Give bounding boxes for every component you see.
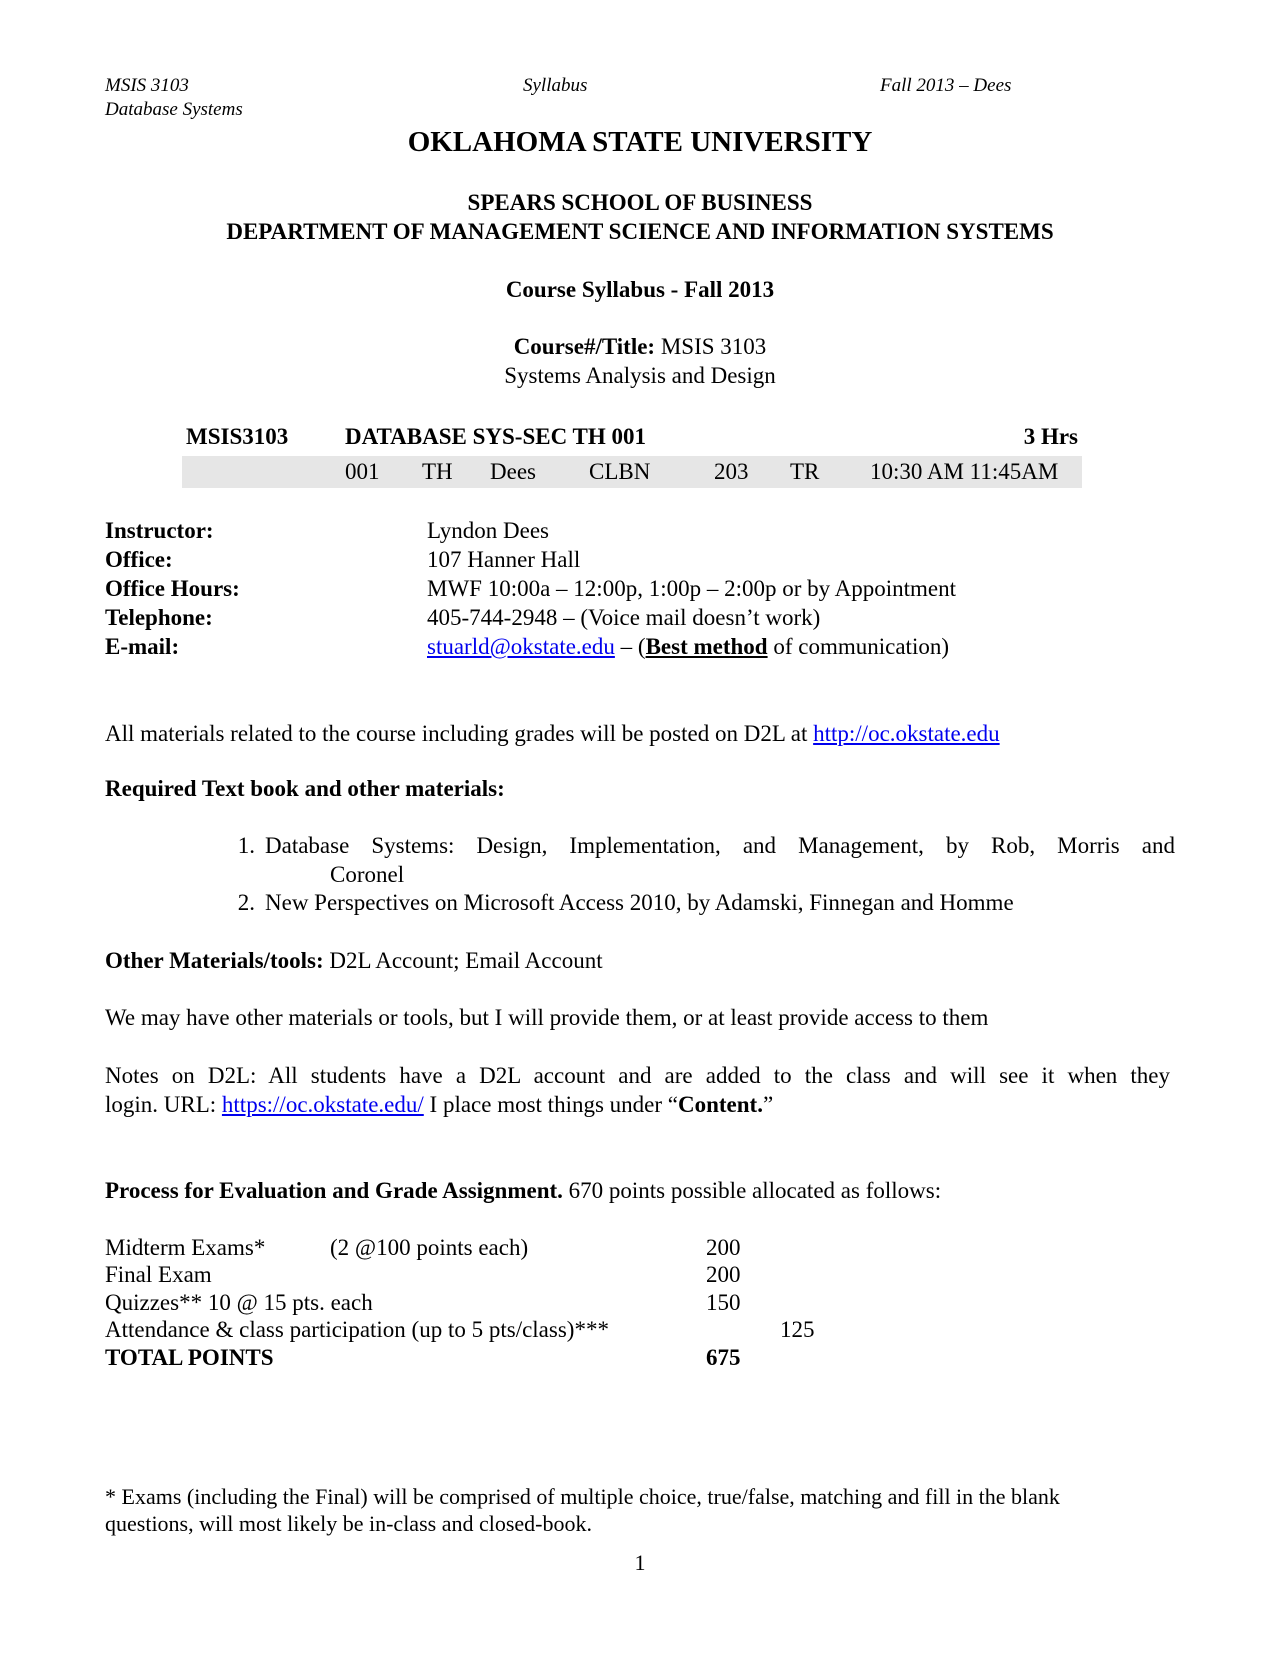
header-subtitle: Database Systems <box>105 99 243 120</box>
info-value-office-hours: MWF 10:00a – 12:00p, 1:00p – 2:00p or by Appointment <box>427 576 956 601</box>
info-value-telephone: 405-744-2948 – (Voice mail doesn’t work) <box>427 605 821 630</box>
department-title: DEPARTMENT OF MANAGEMENT SCIENCE AND INFORMATION SYSTEMS <box>226 219 1054 244</box>
section-number: 001 <box>345 459 380 484</box>
page-number: 1 <box>634 1550 646 1575</box>
other-note: We may have other materials or tools, but I will provide them, or at least provide access to them <box>105 1005 989 1030</box>
section-type: TH <box>422 459 453 484</box>
course-title-label: Course#/Title: <box>513 334 656 359</box>
header-center: Syllabus <box>523 75 588 96</box>
footnote-line1: * Exams (including the Final) will be comprised of multiple choice, true/false, matching and fill in the blank <box>105 1484 1060 1509</box>
email-tail: of communication) <box>767 634 949 659</box>
book-1-line1: Database Systems: Design, Implementation, and Management, by Rob, Morris and <box>265 833 1175 858</box>
d2l-notes-end: ” <box>762 1092 774 1117</box>
school-title: SPEARS SCHOOL OF BUSINESS <box>467 190 813 215</box>
d2l-notes-line2 <box>105 1092 773 1118</box>
other-materials-label: Other Materials/tools: <box>105 948 324 973</box>
section-row <box>182 456 1082 488</box>
grade-points-final: 200 <box>706 1262 741 1287</box>
required-heading: Required Text book and other materials: <box>105 776 505 801</box>
evaluation-line <box>105 1178 941 1204</box>
email-best-method: Best method <box>645 634 768 659</box>
university-title: OKLAHOMA STATE UNIVERSITY <box>407 126 873 158</box>
header-right: Fall 2013 – Dees <box>880 75 1012 96</box>
d2l-link[interactable]: http://oc.okstate.edu <box>813 721 1000 746</box>
d2l-notes-content: Content. <box>678 1092 763 1117</box>
section-instructor: Dees <box>490 459 536 484</box>
section-room: 203 <box>714 459 749 484</box>
grade-points-attendance: 125 <box>780 1317 815 1342</box>
materials-note-text: All materials related to the course including grades will be posted on D2L at <box>105 721 814 746</box>
info-label-instructor: Instructor: <box>105 518 214 543</box>
info-label-email: E-mail: <box>105 634 180 659</box>
grade-points-midterm: 200 <box>706 1235 741 1260</box>
total-label: TOTAL POINTS <box>105 1345 274 1370</box>
info-value-email <box>427 634 949 660</box>
course-title-line <box>0 333 1280 361</box>
section-time: 10:30 AM 11:45AM <box>870 459 1059 484</box>
info-label-office: Office: <box>105 547 173 572</box>
other-materials <box>105 948 603 974</box>
section-hours: 3 Hrs <box>1023 424 1078 449</box>
info-label-telephone: Telephone: <box>105 605 213 630</box>
email-mid: – ( <box>614 634 646 659</box>
syllabus-title: Course Syllabus - Fall 2013 <box>505 277 775 302</box>
course-number: MSIS 3103 <box>660 334 767 359</box>
materials-note <box>105 721 1000 747</box>
grade-detail-midterm: (2 @100 points each) <box>330 1235 529 1260</box>
d2l-notes-mid: I place most things under “ <box>423 1092 678 1117</box>
section-code: MSIS3103 <box>186 424 289 449</box>
book-2: New Perspectives on Microsoft Access 2010, by Adamski, Finnegan and Homme <box>265 890 1014 915</box>
info-value-office: 107 Hanner Hall <box>427 547 581 572</box>
evaluation-text: 670 points possible allocated as follows: <box>562 1178 942 1203</box>
other-materials-value: D2L Account; Email Account <box>323 948 603 973</box>
info-label-office-hours: Office Hours: <box>105 576 240 601</box>
grade-item-quizzes: Quizzes** 10 @ 15 pts. each <box>105 1290 373 1315</box>
header-course: MSIS 3103 <box>105 75 189 96</box>
info-value-instructor: Lyndon Dees <box>427 518 550 543</box>
grade-item-midterm: Midterm Exams* <box>105 1235 266 1260</box>
book-1-line2: Coronel <box>330 862 405 887</box>
d2l-notes-line1: Notes on D2L: All students have a D2L account and are added to the class and will see it when they <box>105 1063 1170 1088</box>
section-title: DATABASE SYS-SEC TH 001 <box>345 424 646 449</box>
email-link[interactable]: stuarld@okstate.edu <box>427 634 615 659</box>
footnote-line2: questions, will most likely be in-class and closed-book. <box>105 1511 592 1536</box>
grade-item-attendance: Attendance & class participation (up to 5 pts/class)*** <box>105 1317 609 1342</box>
total-points: 675 <box>706 1345 741 1370</box>
grade-points-quizzes: 150 <box>706 1290 741 1315</box>
evaluation-heading: Process for Evaluation and Grade Assignment. <box>105 1178 563 1203</box>
section-days: TR <box>790 459 820 484</box>
book-number-2: 2. <box>237 890 255 915</box>
course-name: Systems Analysis and Design <box>504 363 776 388</box>
book-number-1: 1. <box>237 833 255 858</box>
d2l-notes-prefix: login. URL: <box>105 1092 222 1117</box>
d2l-url-link[interactable]: https://oc.okstate.edu/ <box>221 1092 424 1117</box>
grade-item-final: Final Exam <box>105 1262 212 1287</box>
section-building: CLBN <box>589 459 651 484</box>
